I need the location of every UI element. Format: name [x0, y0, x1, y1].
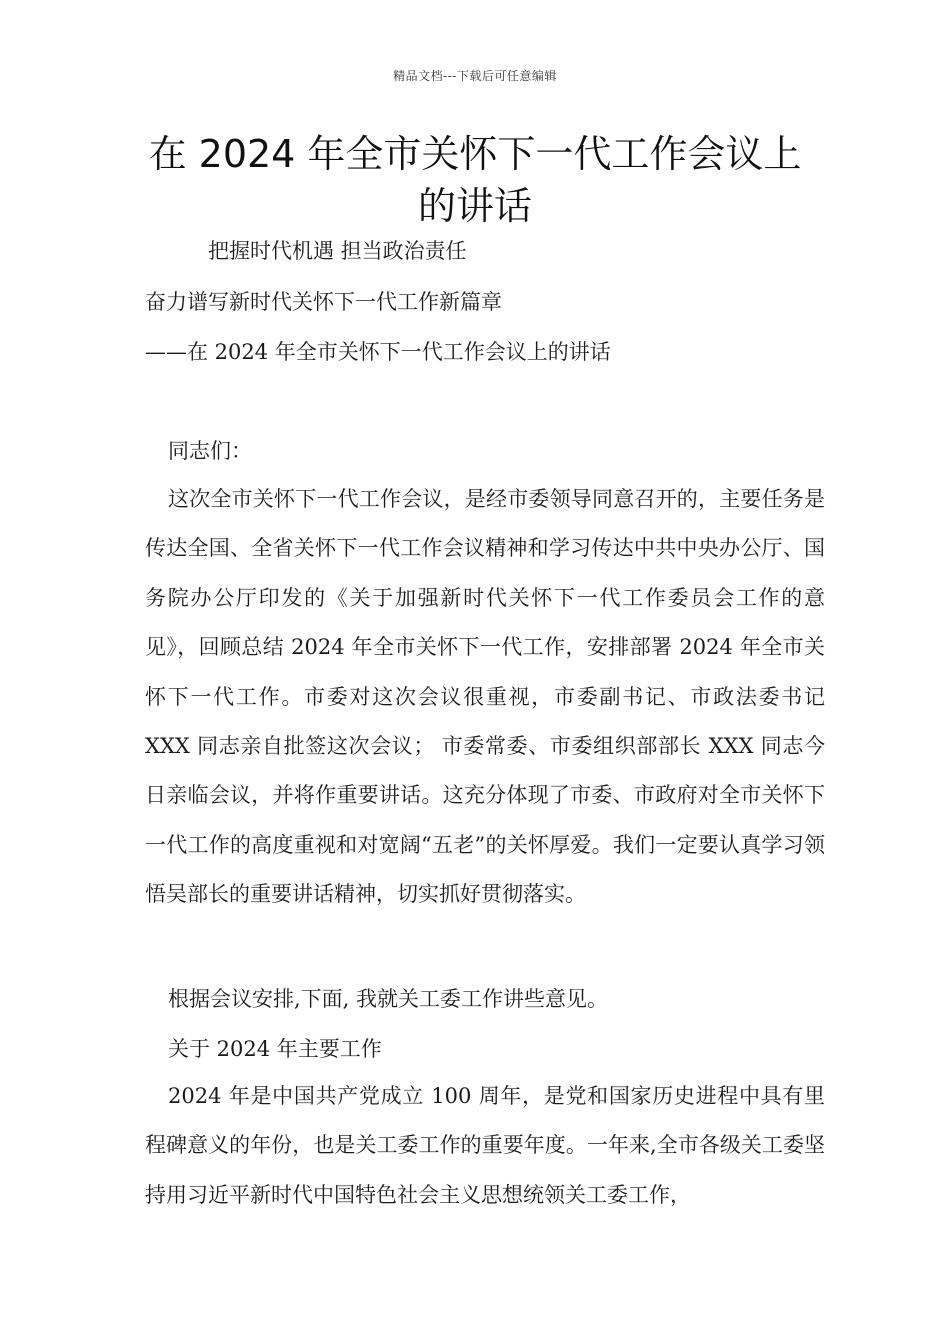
body-paragraph-2: 根据会议安排,下面, 我就关工委工作讲些意见。: [168, 987, 609, 1011]
document-title: 在 2024 年全市关怀下一代工作会议上的讲话: [148, 132, 802, 228]
body-paragraph-3: 2024 年是中国共产党成立 100 周年，是党和国家历史进程中具有里程碑意义的年份，也是关工委工作的重要年度。一年来,全市各级关工委坚持用习近平新时代中国特色社会主义思想统领关工委工作，: [145, 1084, 825, 1207]
body-paragraph-1: 这次全市关怀下一代工作会议，是经市委领导同意召开的，主要任务是传达全国、全省关怀下一代工作会议精神和学习传达中共中央办公厅、国务院办公厅印发的《关于加强新时代关怀下一代工作委员会工作的意见》，回顾总结 2024 年全市关怀下一代工作，安排部署 2024 年全市关怀下一代工作。市委对这次会议很重视，市委副书记、市政法委书记 XXX 同志亲自批签这次会议； 市委常委、市委组织部部长 XXX 同志今日亲临会议，并将作重要讲话。这充分体现了市委、市政府对全市关怀下一代工作的高度重视和对宽阔“五老”的关怀厚爱。我们一定要认真学习领悟吴部长的重要讲话精神，切实抓好贯彻落实。: [145, 487, 825, 907]
section-heading: 关于 2024 年主要工作: [168, 1037, 382, 1061]
subtitle-line-1: 把握时代机遇 担当政治责任: [208, 239, 467, 263]
salutation: 同志们：: [168, 439, 252, 463]
subtitle-line-2: 奋力谱写新时代关怀下一代工作新篇章: [145, 290, 502, 314]
header-note: 精品文档---下载后可任意编辑: [393, 69, 557, 83]
subtitle-line-3: ——在 2024 年全市关怀下一代工作会议上的讲话: [145, 340, 611, 364]
